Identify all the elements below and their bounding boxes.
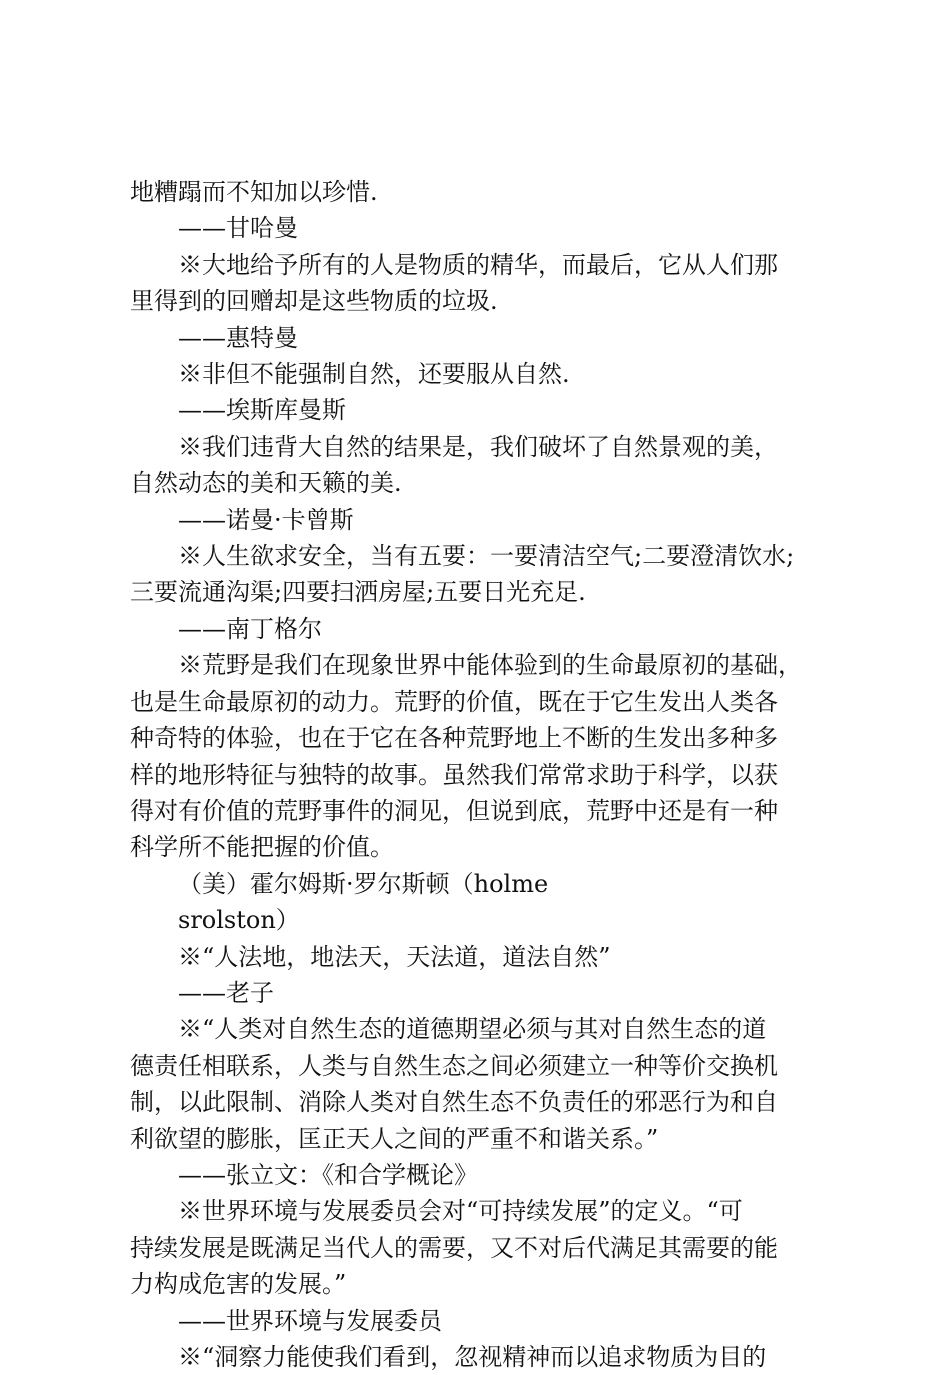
text-line: 制，以此限制、消除人类对自然生态不负责任的邪恶行为和自 [130,1088,778,1117]
text-line: ※我们违背大自然的结果是，我们破坏了自然景观的美， [178,432,778,461]
quote-paragraph [130,429,850,502]
text-line: 自然动态的美和天籁的美. [130,469,402,498]
quote-attribution [130,1303,850,1339]
text-line: srolston） [178,906,300,935]
quote-paragraph [130,247,850,320]
text-line: 地糟蹋而不知加以珍惜. [130,178,378,206]
quote-attribution [130,866,850,939]
text-line: ——老子 [178,978,274,1007]
quote-paragraph [130,538,850,611]
text-line: ——张立文：《和合学概论》 [178,1160,478,1189]
text-line: 利欲望的膨胀，匡正天人之间的严重不和谐关系。” [130,1124,659,1153]
document-body [130,174,850,1375]
text-line: 三要流通沟渠;四要扫洒房屋;五要日光充足. [130,578,586,607]
text-line: ※大地给予所有的人是物质的精华，而最后，它从人们那 [178,250,778,279]
text-line: 样的地形特征与独特的故事。虽然我们常常求助于科学，以获 [130,760,778,789]
text-line: ※人生欲求安全，当有五要：一要清洁空气;二要澄清饮水; [178,542,795,571]
text-line: ※世界环境与发展委员会对“可持续发展”的定义。“可 [178,1197,743,1226]
quote-attribution [130,210,850,246]
quote-paragraph [130,1193,850,1302]
text-line: 持续发展是既满足当代人的需要，又不对后代满足其需要的能 [130,1233,778,1262]
quote-paragraph [130,1339,850,1375]
text-line: （美）霍尔姆斯·罗尔斯顿（holme [178,869,549,898]
quote-attribution [130,502,850,538]
quote-attribution [130,392,850,428]
text-line: 科学所不能把握的价值。 [130,833,394,862]
quote-paragraph [130,939,850,975]
quote-paragraph [130,174,850,210]
quote-paragraph [130,356,850,392]
text-line: ——世界环境与发展委员 [178,1306,442,1335]
quote-attribution [130,975,850,1011]
text-line: ※“人法地，地法天，天法道，道法自然” [178,942,611,971]
text-line: 里得到的回赠却是这些物质的垃圾. [130,287,498,316]
text-line: ※荒野是我们在现象世界中能体验到的生命最原初的基础， [178,651,802,680]
text-line: ※“人类对自然生态的道德期望必须与其对自然生态的道 [178,1015,767,1044]
text-line: 力构成危害的发展。” [130,1270,347,1299]
text-line: ——诺曼·卡曾斯 [178,505,354,534]
quote-attribution [130,611,850,647]
quote-paragraph [130,647,850,865]
quote-attribution [130,320,850,356]
text-line: 种奇特的体验，也在于它在各种荒野地上不断的生发出多种多 [130,724,778,753]
text-line: ※“洞察力能使我们看到，忽视精神而以追求物质为目的 [178,1343,767,1371]
text-line: ——南丁格尔 [178,614,322,643]
text-line: ——埃斯库曼斯 [178,396,346,425]
text-line: ——惠特曼 [178,323,298,352]
text-line: ※非但不能强制自然，还要服从自然. [178,360,570,389]
quote-paragraph [130,1011,850,1157]
text-line: 得对有价值的荒野事件的洞见，但说到底，荒野中还是有一种 [130,796,778,825]
quote-attribution [130,1157,850,1193]
text-line: 也是生命最原初的动力。荒野的价值，既在于它生发出人类各 [130,687,778,716]
text-line: ——甘哈曼 [178,214,298,243]
text-line: 德责任相联系，人类与自然生态之间必须建立一种等价交换机 [130,1051,778,1080]
